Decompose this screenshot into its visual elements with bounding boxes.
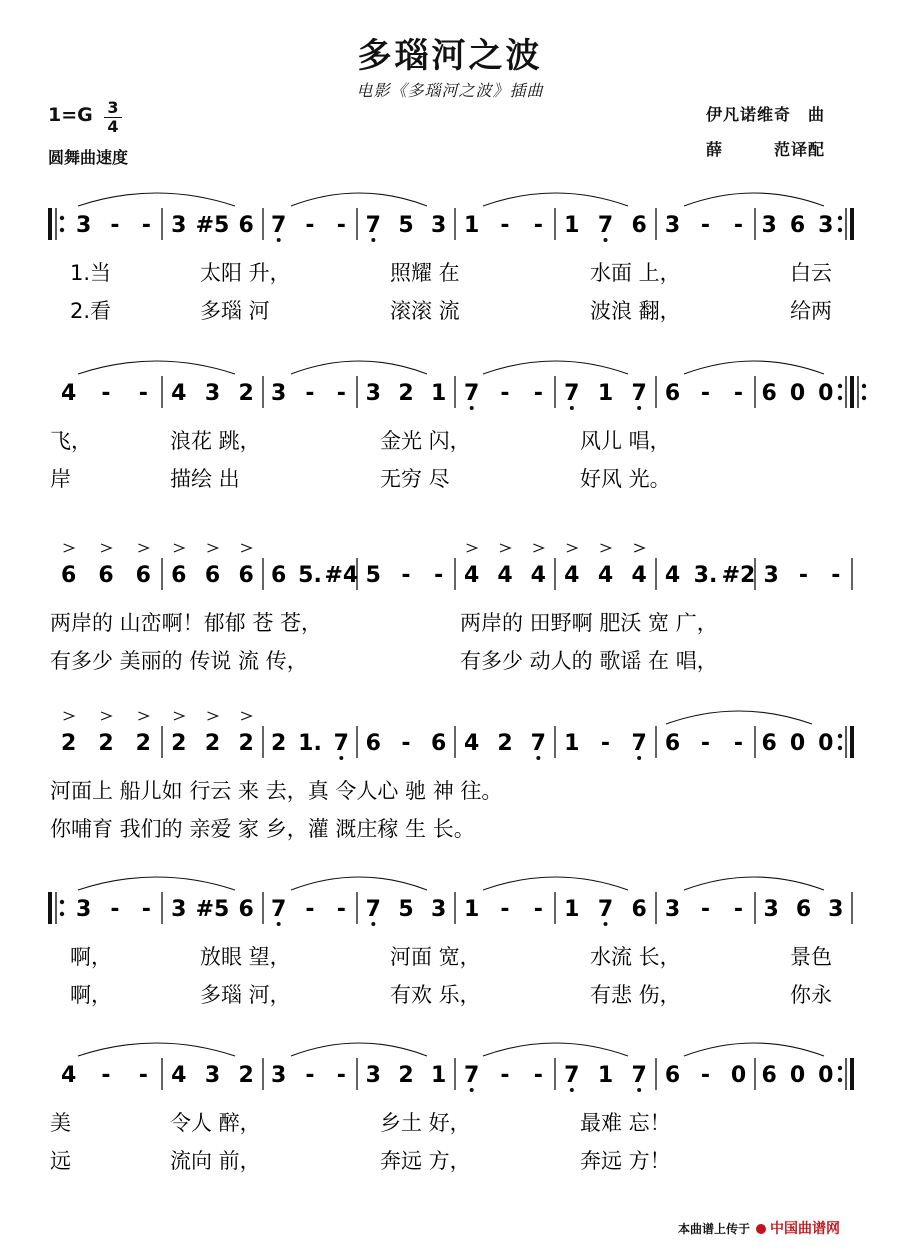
lyric-line: 河面 宽， <box>390 945 481 969</box>
lyric-line: 2.看 <box>70 299 112 323</box>
note: 1 <box>564 213 580 238</box>
accent-mark <box>101 712 111 720</box>
note: 6 <box>98 563 114 588</box>
note: - <box>500 381 510 406</box>
note: 6 <box>631 897 647 922</box>
slur <box>78 193 235 206</box>
note: 1 <box>464 897 480 922</box>
lyric-line: 飞， <box>50 429 92 453</box>
note: 4 <box>497 563 513 588</box>
note: 6 <box>761 381 777 406</box>
slur <box>291 877 427 890</box>
note: 6 <box>631 213 647 238</box>
repeat-dot <box>60 228 64 232</box>
slur <box>483 1043 628 1056</box>
note: 3 <box>204 1063 221 1088</box>
note: 1 <box>464 213 480 238</box>
note: 7 <box>564 381 580 406</box>
lyric-line: 奔远 方， <box>380 1149 471 1173</box>
note: 5 <box>365 563 381 588</box>
slur <box>291 193 427 206</box>
note: - <box>336 381 346 406</box>
note: 3 <box>76 897 92 922</box>
note: 5. <box>298 563 322 588</box>
note: 6 <box>271 563 287 588</box>
note: 2 <box>497 731 513 756</box>
note: 6 <box>135 563 151 588</box>
note: - <box>700 731 711 756</box>
note: 7 <box>631 1063 647 1088</box>
accent-mark <box>500 544 510 552</box>
accent-mark <box>174 712 184 720</box>
accent-mark <box>174 544 184 552</box>
note: - <box>700 381 711 406</box>
lyric-line: 有欢 乐， <box>390 983 481 1007</box>
lyric-line: 远 <box>50 1149 71 1173</box>
repeat-dot <box>838 216 842 220</box>
lyric-line: 水面 上， <box>590 261 681 285</box>
note: 1. <box>298 731 322 756</box>
note: 6 <box>238 213 254 238</box>
note: - <box>700 1063 711 1088</box>
note: 0 <box>818 1063 834 1088</box>
note: - <box>700 897 711 922</box>
slur <box>666 711 812 724</box>
lyric-line: 河面上 船儿如 行云 来 去，真 令人心 驰 神 往。 <box>50 779 503 803</box>
accent-mark <box>601 544 611 552</box>
lyric-line: 照耀 在 <box>390 261 460 285</box>
time-signature-bottom: 4 <box>107 117 119 136</box>
note: 4 <box>464 731 480 756</box>
note: - <box>138 1063 148 1088</box>
note: 2 <box>135 731 151 756</box>
note: 3 <box>365 381 381 406</box>
note: 3 <box>828 897 844 922</box>
accent-mark <box>241 712 251 720</box>
accent-mark <box>634 544 644 552</box>
note: - <box>305 213 315 238</box>
accent-mark <box>208 544 218 552</box>
lyric-line: 波浪 翻， <box>590 299 681 323</box>
note: 3 <box>431 213 447 238</box>
footer-credit <box>678 1218 840 1238</box>
note: 3 <box>763 563 779 588</box>
note: #2 <box>721 563 756 588</box>
note: 3 <box>76 213 92 238</box>
note: 3 <box>431 897 447 922</box>
repeat-dot <box>838 746 842 750</box>
note: 7 <box>597 897 614 922</box>
note: 1 <box>431 381 447 406</box>
song-subtitle: 电影《多瑙河之波》插曲 <box>356 81 544 100</box>
note: 1 <box>431 1063 447 1088</box>
low-octave-dot <box>570 406 574 410</box>
note: 6 <box>795 897 812 922</box>
note: 7 <box>333 731 349 756</box>
lyric-line: 无穷 尽 <box>380 467 450 491</box>
repeat-dot <box>838 396 842 400</box>
note: 6 <box>664 1063 681 1088</box>
note: 7 <box>464 381 480 406</box>
note: - <box>336 897 346 922</box>
note: 3 <box>171 897 187 922</box>
note: - <box>336 1063 346 1088</box>
note: #4 <box>324 563 359 588</box>
note: - <box>336 213 346 238</box>
note: - <box>533 381 543 406</box>
note: 3 <box>818 213 834 238</box>
accent-mark <box>467 544 477 552</box>
note: - <box>733 897 744 922</box>
note: 1 <box>564 731 580 756</box>
note: 3 <box>365 1063 381 1088</box>
note: 7 <box>631 731 647 756</box>
note: 2 <box>61 731 77 756</box>
lyric-line: 太阳 升， <box>200 261 291 285</box>
time-signature-top: 3 <box>107 98 119 117</box>
slur <box>483 361 628 374</box>
note: 7 <box>365 897 381 922</box>
site-logo-icon <box>756 1224 766 1234</box>
lyric-line: 好风 光。 <box>580 467 671 491</box>
accent-mark <box>138 544 148 552</box>
note: 6 <box>761 1063 777 1088</box>
note: - <box>434 563 444 588</box>
note: - <box>110 213 120 238</box>
note: 3 <box>171 213 187 238</box>
lyric-line: 乡土 好， <box>380 1111 471 1135</box>
note: - <box>533 1063 543 1088</box>
note: - <box>733 381 744 406</box>
lyric-line: 金光 闪， <box>380 429 471 453</box>
slur <box>291 361 427 374</box>
note: 4 <box>464 563 480 588</box>
note: 4 <box>171 381 187 406</box>
accent-mark <box>101 544 111 552</box>
lyric-line: 奔远 方！ <box>580 1149 671 1173</box>
slur <box>483 193 628 206</box>
low-octave-dot <box>339 756 343 760</box>
repeat-dot <box>862 396 866 400</box>
slur <box>684 361 824 374</box>
note: - <box>831 563 841 588</box>
note: 4 <box>530 563 546 588</box>
note: 6 <box>171 563 187 588</box>
note: 3 <box>664 213 681 238</box>
note: 3 <box>761 213 777 238</box>
note: 0 <box>789 731 806 756</box>
lyric-line: 风儿 唱， <box>580 429 671 453</box>
lyric-line: 多瑙 河， <box>200 983 291 1007</box>
note: - <box>110 897 120 922</box>
low-octave-dot <box>637 406 641 410</box>
accent-mark <box>138 712 148 720</box>
note: 7 <box>597 213 614 238</box>
lyric-line: 啊， <box>70 945 112 969</box>
note: 5 <box>398 213 414 238</box>
repeat-dot <box>838 228 842 232</box>
note: - <box>401 731 411 756</box>
lyric-line: 放眼 望， <box>200 945 291 969</box>
low-octave-dot <box>371 238 375 242</box>
lyric-line: 有悲 伤， <box>590 983 681 1007</box>
accent-mark <box>567 544 577 552</box>
song-title: 多瑙河之波 <box>357 36 543 76</box>
lyric-line: 水流 长， <box>590 945 681 969</box>
note: 2 <box>98 731 114 756</box>
slur <box>684 877 824 890</box>
note: 2 <box>238 731 254 756</box>
lyric-line: 浪花 跳， <box>170 429 261 453</box>
repeat-dot <box>60 900 64 904</box>
slur <box>291 1043 427 1056</box>
low-octave-dot <box>536 756 540 760</box>
note: 2 <box>398 381 414 406</box>
note: 7 <box>564 1063 580 1088</box>
note: 1 <box>564 897 580 922</box>
lyric-line: 岸 <box>50 467 71 491</box>
note: - <box>401 563 411 588</box>
note: 6 <box>204 563 221 588</box>
lyric-line: 白云 <box>790 261 832 285</box>
note: 3 <box>271 381 287 406</box>
note: - <box>798 563 809 588</box>
footer-site: 中国曲谱网 <box>770 1221 840 1237</box>
note: - <box>700 213 711 238</box>
note: 4 <box>664 563 681 588</box>
note: 6 <box>664 381 681 406</box>
note: 4 <box>61 1063 77 1088</box>
note: - <box>733 213 744 238</box>
note: - <box>533 897 543 922</box>
note: 7 <box>271 897 287 922</box>
repeat-dot <box>838 734 842 738</box>
note: - <box>305 897 315 922</box>
lyric-line: 滚滚 流 <box>390 299 460 323</box>
accent-mark <box>64 712 74 720</box>
note: - <box>533 213 543 238</box>
note: - <box>101 381 111 406</box>
note: 4 <box>631 563 647 588</box>
low-octave-dot <box>371 922 375 926</box>
note: 6 <box>365 731 381 756</box>
note: 5 <box>398 897 414 922</box>
note: #5 <box>195 897 230 922</box>
note: - <box>600 731 611 756</box>
translator-credit: 薛 范译配 <box>706 140 826 159</box>
lyric-line: 两岸的 田野啊 肥沃 宽 广， <box>460 611 718 635</box>
note: - <box>733 731 744 756</box>
slur <box>483 877 628 890</box>
lyric-line: 有多少 美丽的 传说 流 传， <box>50 649 308 673</box>
lyric-line: 最难 忘！ <box>580 1111 671 1135</box>
note: 4 <box>61 381 77 406</box>
note: - <box>500 213 510 238</box>
low-octave-dot <box>470 406 474 410</box>
note: 2 <box>398 1063 414 1088</box>
lyric-line: 令人 醉， <box>170 1111 261 1135</box>
lyric-line: 多瑙 河 <box>200 299 270 323</box>
note: 6 <box>61 563 77 588</box>
note: 6 <box>664 731 681 756</box>
note: 7 <box>464 1063 480 1088</box>
note: 0 <box>789 381 806 406</box>
note: 7 <box>365 213 381 238</box>
note: 7 <box>631 381 647 406</box>
note: 2 <box>238 381 254 406</box>
note: - <box>305 381 315 406</box>
lyric-line: 你永 <box>790 983 832 1007</box>
repeat-dot <box>60 912 64 916</box>
slur <box>684 193 824 206</box>
lyric-line: 描绘 出 <box>170 467 240 491</box>
footer-text: 本曲谱上传于 <box>677 1222 750 1236</box>
note: - <box>305 1063 315 1088</box>
lyric-line: 流向 前， <box>170 1149 261 1173</box>
note: 0 <box>789 1063 806 1088</box>
low-octave-dot <box>604 238 608 242</box>
low-octave-dot <box>277 922 281 926</box>
note: 6 <box>238 897 254 922</box>
note: 2 <box>171 731 187 756</box>
note: 0 <box>818 381 834 406</box>
note: 1 <box>597 1063 614 1088</box>
composer-credit: 伊凡诺维奇 曲 <box>706 105 826 124</box>
note: 3 <box>664 897 681 922</box>
note: 7 <box>530 731 546 756</box>
lyric-line: 你哺育 我们的 亲爱 家 乡，灌 溉庄稼 生 长。 <box>50 817 475 841</box>
repeat-dot <box>838 384 842 388</box>
repeat-dot <box>838 1078 842 1082</box>
low-octave-dot <box>470 1088 474 1092</box>
note: 3. <box>693 563 718 588</box>
note: - <box>500 897 510 922</box>
accent-mark <box>64 544 74 552</box>
accent-mark <box>533 544 543 552</box>
note: 6 <box>431 731 447 756</box>
slur <box>684 1043 824 1056</box>
low-octave-dot <box>637 1088 641 1092</box>
note: 6 <box>789 213 806 238</box>
lyric-line: 两岸的 山峦啊！郁郁 苍 苍， <box>50 611 323 635</box>
note: 4 <box>564 563 580 588</box>
note: 2 <box>271 731 287 756</box>
tempo-marking: 圆舞曲速度 <box>48 148 129 167</box>
slur <box>78 877 235 890</box>
note: - <box>138 381 148 406</box>
key-signature: 1=G <box>48 104 93 126</box>
note: 0 <box>730 1063 747 1088</box>
low-octave-dot <box>277 238 281 242</box>
note: 4 <box>171 1063 187 1088</box>
low-octave-dot <box>604 922 608 926</box>
lyric-line: 有多少 动人的 歌谣 在 唱， <box>460 649 718 673</box>
slur <box>78 361 235 374</box>
accent-mark <box>208 712 218 720</box>
note: 2 <box>204 731 221 756</box>
lyric-line: 美 <box>50 1111 71 1135</box>
lyric-line: 1.当 <box>70 261 112 285</box>
note: #5 <box>195 213 230 238</box>
repeat-dot <box>60 216 64 220</box>
repeat-dot <box>838 1066 842 1070</box>
note: - <box>500 1063 510 1088</box>
slur <box>78 1043 235 1056</box>
repeat-dot <box>862 384 866 388</box>
note: 6 <box>761 731 777 756</box>
note: - <box>141 897 151 922</box>
accent-mark <box>241 544 251 552</box>
note: 1 <box>597 381 614 406</box>
lyric-line: 啊， <box>70 983 112 1007</box>
note: - <box>141 213 151 238</box>
note: 3 <box>763 897 779 922</box>
note: 7 <box>271 213 287 238</box>
lyric-line: 给两 <box>790 299 832 323</box>
low-octave-dot <box>637 756 641 760</box>
note: - <box>101 1063 111 1088</box>
low-octave-dot <box>570 1088 574 1092</box>
note: 2 <box>238 1063 254 1088</box>
note: 3 <box>204 381 221 406</box>
note: 3 <box>271 1063 287 1088</box>
note: 0 <box>818 731 834 756</box>
note: 4 <box>597 563 614 588</box>
lyric-line: 景色 <box>790 945 832 969</box>
note: 6 <box>238 563 254 588</box>
